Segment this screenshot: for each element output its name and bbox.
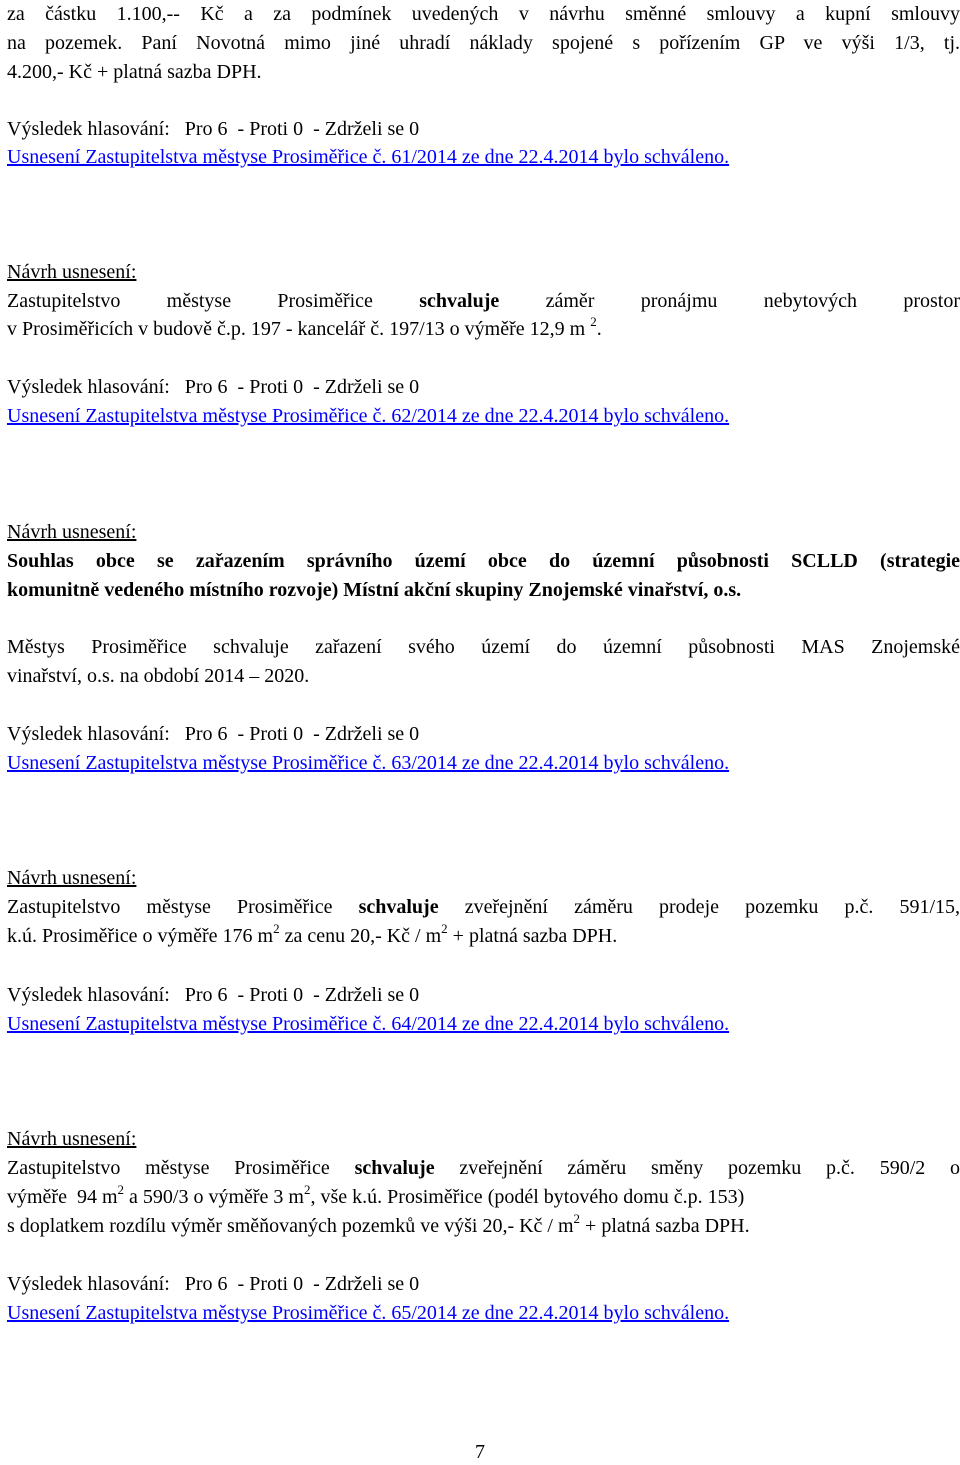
s3-line-2-c: + platná sazba DPH.	[447, 925, 618, 947]
vote-proti: - Proti 0	[237, 376, 304, 398]
proposal-label: Návrh usnesení:	[7, 867, 137, 889]
resolution-65-text: Usnesení Zastupitelstva městyse Prosiměřice č. 65/2014 ze dne 22.4.2014 bylo schváleno.	[7, 1302, 730, 1324]
vote-result-64	[7, 981, 960, 1009]
s4-line-3-a: s doplatkem rozdílu výměr směňovaných pozemků ve výši 20,- Kč / m	[7, 1215, 574, 1237]
s3-sup-1: 2	[273, 921, 280, 937]
s1-line-2	[7, 315, 960, 343]
resolution-61-text: Usnesení Zastupitelstva městyse Prosiměřice č. 61/2014 ze dne 22.4.2014 bylo schváleno.	[7, 146, 730, 168]
s1-line-2-text: v Prosiměřicích v budově č.p. 197 - kancelář č. 197/13 o výměře 12,9 m	[7, 318, 586, 340]
resolution-64-text: Usnesení Zastupitelstva městyse Prosiměřice č. 64/2014 ze dne 22.4.2014 bylo schváleno.	[7, 1013, 730, 1035]
vote-zdrzeli: - Zdrželi se 0	[313, 118, 420, 140]
vote-result-62	[7, 373, 960, 401]
vote-result-63	[7, 720, 960, 748]
vote-pro: Pro 6	[184, 376, 228, 398]
vote-proti: - Proti 0	[237, 984, 304, 1006]
s2-line-1	[7, 547, 960, 575]
s4-line-2	[7, 1183, 960, 1211]
intro-line-1: za částku 1.100,-- Kč a za podmínek uvedených v návrhu směnné smlouvy a kupní smlouvy	[7, 3, 960, 25]
s4-text-a: Zastupitelstvo městyse Prosiměřice	[7, 1157, 330, 1179]
s3-line-2	[7, 922, 960, 950]
vote-zdrzeli: - Zdrželi se 0	[313, 1273, 420, 1295]
s1-end: .	[596, 318, 602, 340]
vote-label: Výsledek hlasování:	[7, 1273, 170, 1295]
s3-sup-2: 2	[441, 921, 448, 937]
s4-line-3	[7, 1212, 960, 1240]
resolution-64	[7, 1010, 960, 1038]
s4-line-2-a: výměře 94 m	[7, 1186, 118, 1208]
s3-line-2-b: za cenu 20,- Kč / m	[279, 925, 442, 947]
vote-proti: - Proti 0	[237, 723, 304, 745]
vote-proti: - Proti 0	[237, 118, 304, 140]
s4-line-2-b: a 590/3 o výměře 3 m	[124, 1186, 304, 1208]
proposal-heading-2	[7, 518, 960, 546]
vote-label: Výsledek hlasování:	[7, 376, 170, 398]
vote-zdrzeli: - Zdrželi se 0	[313, 723, 420, 745]
vote-label: Výsledek hlasování:	[7, 118, 170, 140]
intro-line-2: na pozemek. Paní Novotná mimo jiné uhradí náklady spojené s pořízením GP ve výši 1/3, tj.	[7, 32, 960, 54]
s3-line-1	[7, 893, 960, 921]
proposal-heading-1	[7, 258, 960, 286]
s2-line-3: Městys Prosiměřice schvaluje zařazení svého území do územní působnosti MAS Znojemské	[7, 636, 960, 658]
vote-result-61	[7, 115, 960, 143]
s1-text-a: Zastupitelstvo městyse Prosiměřice	[7, 290, 373, 312]
s4-line-3-b: + platná sazba DPH.	[580, 1215, 750, 1237]
resolution-63	[7, 749, 960, 777]
s1-sup: 2	[590, 314, 597, 330]
s4-bold: schvaluje	[354, 1157, 435, 1179]
s4-line-1	[7, 1154, 960, 1182]
vote-pro: Pro 6	[184, 723, 228, 745]
resolution-62	[7, 402, 960, 430]
s2-bold-2: komunitně vedeného místního rozvoje) Místní akční skupiny Znojemské vinařství, o.s.	[7, 579, 742, 601]
s1-line-1	[7, 287, 960, 315]
vote-pro: Pro 6	[184, 984, 228, 1006]
proposal-label: Návrh usnesení:	[7, 521, 137, 543]
vote-zdrzeli: - Zdrželi se 0	[313, 984, 420, 1006]
vote-zdrzeli: - Zdrželi se 0	[313, 376, 420, 398]
proposal-heading-4	[7, 1125, 960, 1153]
s2-line-4: vinařství, o.s. na období 2014 – 2020.	[7, 665, 310, 687]
proposal-label: Návrh usnesení:	[7, 1128, 137, 1150]
proposal-label: Návrh usnesení:	[7, 261, 137, 283]
s4-text-b: zveřejnění záměru směny pozemku p.č. 590/2 o	[459, 1157, 960, 1179]
s3-text-b: zveřejnění záměru prodeje pozemku p.č. 591/15,	[464, 896, 960, 918]
s4-line-2-c: , vše k.ú. Prosiměřice (podél bytového domu č.p. 153)	[310, 1186, 745, 1208]
resolution-63-text: Usnesení Zastupitelstva městyse Prosiměřice č. 63/2014 ze dne 22.4.2014 bylo schváleno.	[7, 752, 730, 774]
vote-label: Výsledek hlasování:	[7, 723, 170, 745]
vote-pro: Pro 6	[184, 1273, 228, 1295]
page-number: 7	[475, 1441, 485, 1463]
vote-result-65	[7, 1270, 960, 1298]
resolution-65	[7, 1299, 960, 1327]
proposal-heading-3	[7, 864, 960, 892]
s2-line-2	[7, 576, 960, 604]
resolution-61	[7, 143, 960, 171]
vote-pro: Pro 6	[184, 118, 228, 140]
s4-sup-2: 2	[304, 1182, 311, 1198]
intro-line-3: 4.200,- Kč + platná sazba DPH.	[7, 61, 262, 83]
vote-label: Výsledek hlasování:	[7, 984, 170, 1006]
s3-line-2-a: k.ú. Prosiměřice o výměře 176 m	[7, 925, 274, 947]
s3-bold: schvaluje	[358, 896, 439, 918]
s3-text-a: Zastupitelstvo městyse Prosiměřice	[7, 896, 333, 918]
resolution-62-text: Usnesení Zastupitelstva městyse Prosiměřice č. 62/2014 ze dne 22.4.2014 bylo schváleno.	[7, 405, 730, 427]
vote-proti: - Proti 0	[237, 1273, 304, 1295]
s1-text-b: záměr pronájmu nebytových prostor	[545, 290, 960, 312]
s4-sup-3: 2	[573, 1211, 581, 1227]
s4-sup-1: 2	[117, 1182, 125, 1198]
s2-bold-1: Souhlas obce se zařazením správního území obce do územní působnosti SCLLD (strategie	[7, 550, 960, 572]
s1-bold: schvaluje	[419, 290, 500, 312]
